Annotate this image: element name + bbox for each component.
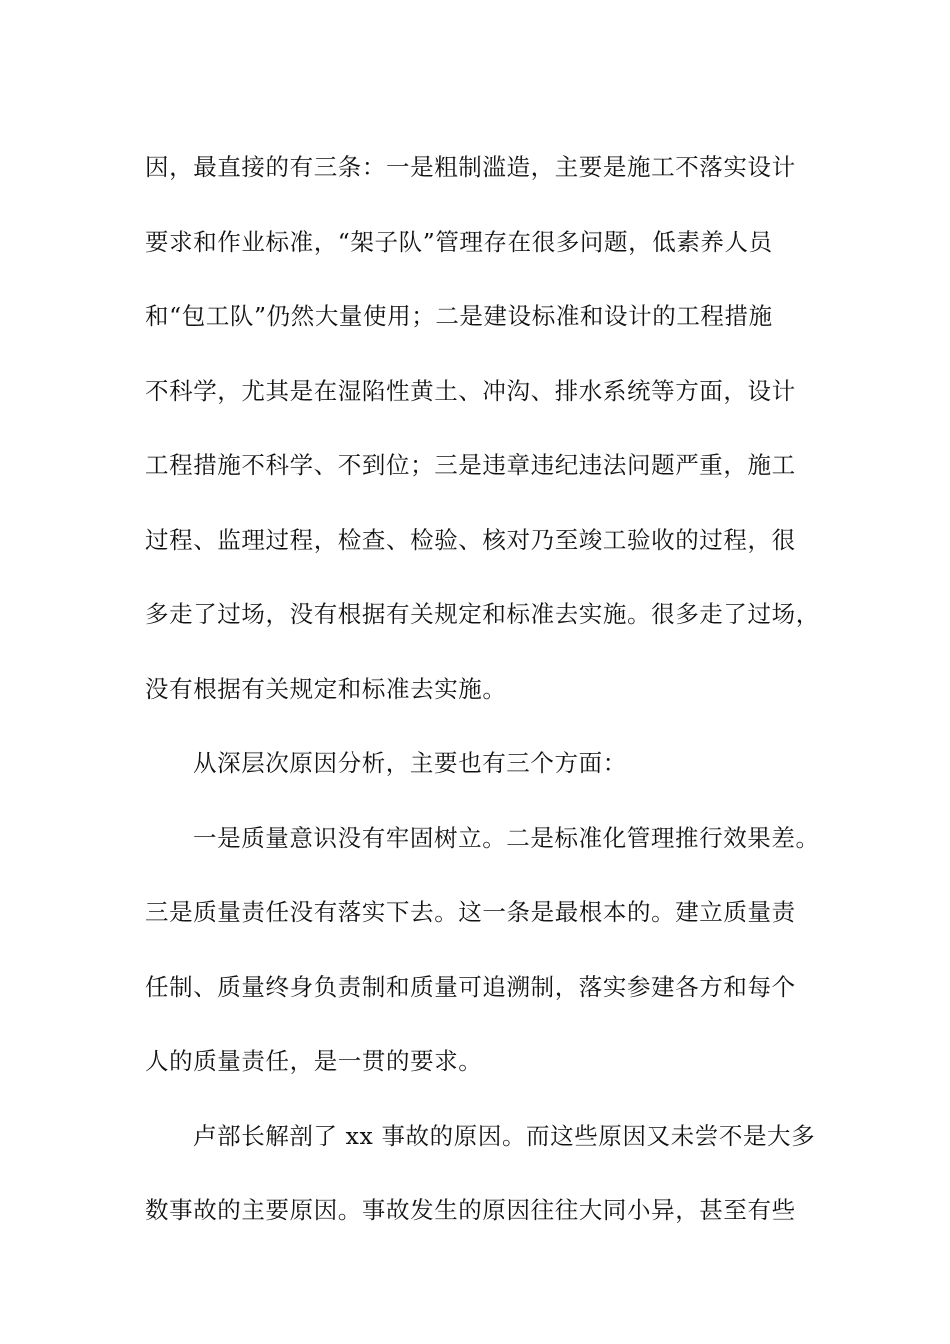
text-line: 任制、质量终身负责制和质量可追溯制，落实参建各方和每个 xyxy=(145,972,796,1001)
paragraph-start-line: 从深层次原因分析，主要也有三个方面： xyxy=(193,749,627,777)
paragraph-start-line: 卢部长解剖了 xx 事故的原因。而这些原因又未尝不是大多 xyxy=(193,1121,816,1150)
text-line: 和“包工队”仍然大量使用；二是建设标准和设计的工程措施 xyxy=(145,302,773,330)
text-line: 因，最直接的有三条：一是粗制滥造，主要是施工不落实设计 xyxy=(145,153,796,181)
text-line: 人的质量责任，是一贯的要求。 xyxy=(145,1047,483,1075)
text-line: 要求和作业标准，“架子队”管理存在很多问题，低素养人员 xyxy=(145,227,773,256)
text-line: 数事故的主要原因。事故发生的原因往往大同小异，甚至有些 xyxy=(145,1196,796,1224)
text-line: 过程、监理过程，检查、检验、核对乃至竣工验收的过程，很 xyxy=(145,525,796,554)
text-line: 多走了过场，没有根据有关规定和标准去实施。很多走了过场， xyxy=(145,600,820,628)
paragraph-start-line: 一是质量意识没有牢固树立。二是标准化管理推行效果差。 xyxy=(193,823,820,852)
text-line: 没有根据有关规定和标准去实施。 xyxy=(145,674,507,703)
text-line: 不科学，尤其是在湿陷性黄土、冲沟、排水系统等方面，设计 xyxy=(145,376,796,405)
body-text xyxy=(145,130,825,1248)
text-line: 三是质量责任没有落实下去。这一条是最根本的。建立质量责 xyxy=(145,898,796,926)
text-line: 工程措施不科学、不到位；三是违章违纪违法问题严重，施工 xyxy=(145,451,796,479)
